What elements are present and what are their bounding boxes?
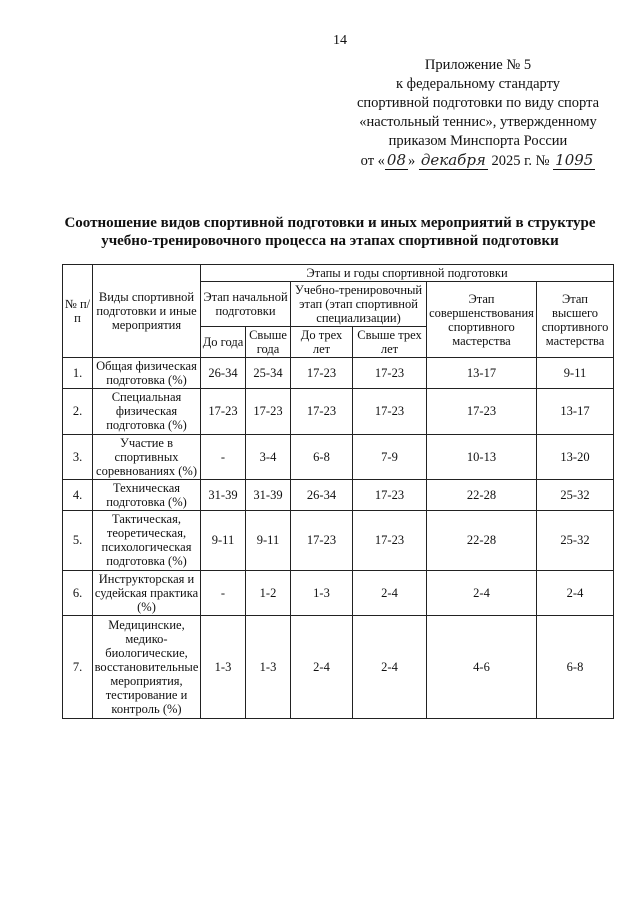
cell-value: 25-34 [246,358,291,389]
header-num: № п/п [63,265,93,358]
cell-value: 2-4 [353,616,427,719]
cell-value: 7-9 [353,434,427,479]
header-stages-group: Этапы и годы спортивной подготовки [201,265,614,282]
table-row [63,480,614,511]
table-row [63,389,614,434]
annex-line-standard: к федеральному стандарту [396,76,560,92]
row-name: Общая физическая подготовка (%) [93,358,201,389]
cell-value: 17-23 [291,389,353,434]
row-num: 3. [63,434,93,479]
table-row [63,511,614,570]
table-row [63,570,614,615]
cell-value: 3-4 [246,434,291,479]
cell-value: 22-28 [427,511,537,570]
header-highest-stage: Этап высшего спортивного мастерства [537,282,614,358]
cell-value: 17-23 [353,511,427,570]
document-title [40,214,620,250]
cell-value: - [201,434,246,479]
row-num: 4. [63,480,93,511]
date-prefix: от « [360,153,385,169]
cell-value: 17-23 [291,511,353,570]
row-name: Тактическая, теоретическая, психологическая подготовка (%) [93,511,201,570]
row-num: 5. [63,511,93,570]
header-initial-over-year: Свыше года [246,327,291,358]
row-num: 1. [63,358,93,389]
table-row [63,616,614,719]
table-row [63,358,614,389]
cell-value: 17-23 [353,480,427,511]
table-row [63,434,614,479]
annex-block [318,56,638,171]
page-number: 14 [333,33,347,48]
row-name: Инструкторская и судейская практика (%) [93,570,201,615]
row-name: Специальная физическая подготовка (%) [93,389,201,434]
annex-line-order: приказом Минспорта России [388,133,568,149]
row-name: Участие в спортивных соревнованиях (%) [93,434,201,479]
cell-value: 1-2 [246,570,291,615]
cell-value: 9-11 [246,511,291,570]
cell-value: 17-23 [291,358,353,389]
cell-value: 31-39 [201,480,246,511]
cell-value: 25-32 [537,511,614,570]
cell-value: 4-6 [427,616,537,719]
cell-value: 9-11 [201,511,246,570]
cell-value: 1-3 [201,616,246,719]
cell-value: 17-23 [246,389,291,434]
header-initial-up-to-year: До года [201,327,246,358]
cell-value: 10-13 [427,434,537,479]
date-mid: » [408,153,416,169]
cell-value: 22-28 [427,480,537,511]
cell-value: 26-34 [201,358,246,389]
cell-value: 26-34 [291,480,353,511]
title-line-1: Соотношение видов спортивной подготовки и иных мероприятий в структуре [64,215,596,231]
cell-value: 2-4 [537,570,614,615]
cell-value: 6-8 [537,616,614,719]
date-day-handwritten: 08 [386,151,407,169]
cell-value: 17-23 [427,389,537,434]
cell-value: 25-32 [537,480,614,511]
header-training-over-three: Свыше трех лет [353,327,427,358]
annex-line-tennis: «настольный теннис», утвержденному [359,114,597,130]
order-number-handwritten: 1095 [555,151,594,169]
header-initial-stage: Этап начальной подготовки [201,282,291,327]
row-num: 6. [63,570,93,615]
cell-value: 2-4 [291,616,353,719]
cell-value: - [201,570,246,615]
cell-value: 1-3 [291,570,353,615]
header-improvement-stage: Этап совершенствования спортивного мастерства [427,282,537,358]
cell-value: 17-23 [201,389,246,434]
cell-value: 1-3 [246,616,291,719]
cell-value: 6-8 [291,434,353,479]
annex-date-line [318,151,638,171]
row-name: Техническая подготовка (%) [93,480,201,511]
cell-value: 9-11 [537,358,614,389]
header-training-up-to-three: До трех лет [291,327,353,358]
cell-value: 17-23 [353,358,427,389]
date-month-handwritten: декабря [420,151,486,169]
cell-value: 17-23 [353,389,427,434]
row-num: 2. [63,389,93,434]
annex-line-sport: спортивной подготовки по виду спорта [356,95,600,111]
header-training-stage: Учебно-тренировочный этап (этап спортивной специализации) [291,282,427,327]
cell-value: 13-20 [537,434,614,479]
row-name: Медицинские, медико-биологические, восстановительные мероприятия, тестирование и контроль (%) [93,616,201,719]
cell-value: 31-39 [246,480,291,511]
title-line-2: учебно-тренировочного процесса на этапах спортивной подготовки [101,233,559,249]
row-num: 7. [63,616,93,719]
cell-value: 13-17 [537,389,614,434]
cell-value: 13-17 [427,358,537,389]
annex-title: Приложение № 5 [424,57,532,73]
header-type: Виды спортивной подготовки и иные мероприятия [93,265,201,358]
cell-value: 2-4 [427,570,537,615]
cell-value: 2-4 [353,570,427,615]
training-structure-table [62,264,614,719]
date-year: 2025 г. № [491,153,550,169]
